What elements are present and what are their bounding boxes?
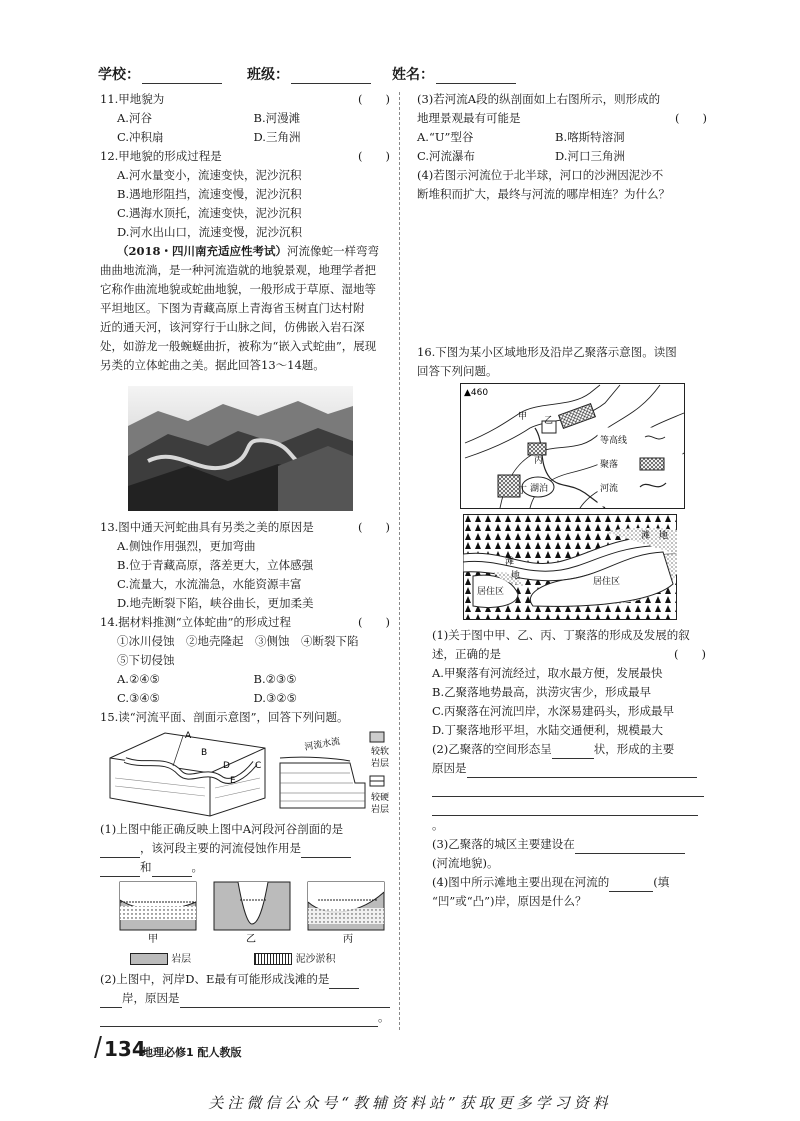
passage-line: 近的通天河，该河穿行于山脉之间，仿佛嵌入岩石深 bbox=[100, 320, 365, 334]
q14-options-ab: A.②④⑤ B.②③⑤ bbox=[117, 672, 297, 686]
q16-stem-line: 回答下列问题。 bbox=[417, 364, 498, 378]
q15-sub1 bbox=[100, 820, 390, 877]
q15-3-options-cd: C.河流瀑布 D.河口三角洲 bbox=[417, 149, 625, 163]
section-legend bbox=[130, 950, 390, 966]
q12-option: B.遇地形阻挡，流速变慢，泥沙沉积 bbox=[117, 187, 302, 201]
river-plan-section-figure bbox=[105, 728, 395, 818]
settlement-yi: 乙 bbox=[544, 416, 554, 426]
residential-label: 居住区 bbox=[593, 577, 621, 587]
school-label: 学校： bbox=[98, 64, 222, 84]
q16-s1-stem2: 述，正确的是 ( ) bbox=[432, 647, 706, 661]
q12-option: D.河水出山口，流速变慢，泥沙沉积 bbox=[117, 225, 302, 239]
q12-option: A.河水量变小，流速变快，泥沙沉积 bbox=[117, 168, 302, 182]
name-label: 姓名： bbox=[392, 64, 516, 84]
legend-settlement: 聚落 bbox=[600, 460, 619, 470]
lake-label: 湖泊 bbox=[530, 484, 549, 494]
label-a: A bbox=[185, 731, 192, 741]
cross-sections bbox=[118, 880, 388, 946]
legend-rock-label: 岩层 bbox=[171, 954, 192, 965]
q13-option: A.侧蚀作用强烈，更加弯曲 bbox=[117, 539, 256, 553]
river-meander-photo bbox=[128, 386, 353, 511]
q15-sub2 bbox=[100, 970, 390, 1027]
q13-option: B.位于青藏高原，落差更大，立体感强 bbox=[117, 558, 314, 572]
passage-line: 它称作曲流地貌或蛇曲地貌，一般形成于草原、湿地等 bbox=[100, 282, 376, 296]
right-column bbox=[417, 90, 707, 204]
q11-options-cd: C.冲积扇 D.三角洲 bbox=[117, 130, 301, 144]
q16-option: B.乙聚落地势最高，洪涝灾害少，形成最早 bbox=[432, 685, 652, 699]
left-column bbox=[100, 90, 390, 375]
q15-stem: 15.读“河流平面、剖面示意图”，回答下列问题。 bbox=[100, 710, 349, 724]
q13-option: C.流量大，水流湍急，水能资源丰富 bbox=[117, 577, 302, 591]
q16-s2-line2: 原因是 bbox=[432, 759, 706, 778]
q16-option: C.丙聚落在河流凹岸，水深易建码头，形成最早 bbox=[432, 704, 675, 718]
q15-4-line: (4)若图示河流位于北半球，河口的沙洲因泥沙不 bbox=[417, 168, 664, 182]
beach-label: 地 bbox=[511, 571, 521, 581]
beach-label: 地 bbox=[659, 531, 669, 541]
q15-sub2-line2: 岸，原因是 bbox=[100, 989, 390, 1008]
settlement-bing: 丙 bbox=[534, 456, 544, 466]
q13-option: D.地壳断裂下陷，峡谷曲长，更加柔美 bbox=[117, 596, 314, 610]
label-c: C bbox=[255, 761, 262, 771]
passage-line: 曲曲地流淌，是一种河流造就的地貌景观，地理学者把 bbox=[100, 263, 376, 277]
section-bing-label: 丙 bbox=[343, 934, 353, 945]
legend-river: 河流 bbox=[600, 484, 619, 494]
beach-label: 滩 bbox=[505, 557, 515, 567]
passage-line: 处，如游龙一般蜿蜒曲折，被称为“嵌入式蛇曲”，展现 bbox=[100, 339, 377, 353]
page-number: 134 bbox=[104, 1037, 146, 1061]
footer-mark bbox=[94, 1036, 102, 1058]
q16-s2-line: (2)乙聚落的空间形态呈 状，形成的主要 bbox=[432, 740, 706, 759]
passage-line: （2018・四川南充适应性考试）河流像蛇一样弯弯 bbox=[117, 244, 380, 258]
q11-stem: 11.甲地貌为 ( ) bbox=[100, 92, 390, 106]
hard-rock-label: 岩层 bbox=[371, 805, 390, 815]
q11-options-ab: A.河谷 B.河漫滩 bbox=[117, 111, 301, 125]
passage-line: 另类的立体蛇曲之美。据此回答13～14题。 bbox=[100, 358, 325, 372]
source-tag: （2018・四川南充适应性考试） bbox=[117, 244, 288, 258]
beach-label: 滩 bbox=[641, 531, 651, 541]
q16-stem bbox=[417, 343, 707, 381]
q12-stem: 12.甲地貌的形成过程是 ( ) bbox=[100, 149, 390, 163]
section-jia-label: 甲 bbox=[148, 934, 158, 945]
q15-sub1-line2: ，该河段主要的河流侵蚀作用是 bbox=[100, 839, 390, 858]
soft-rock-label: 岩层 bbox=[371, 759, 390, 769]
flow-label: 河流水流 bbox=[303, 736, 341, 753]
q14-stem: 14.据材料推测“立体蛇曲”的形成过程 ( ) bbox=[100, 615, 390, 629]
soft-rock-label: 较软 bbox=[371, 747, 390, 757]
residential-label: 居住区 bbox=[477, 587, 505, 597]
label-d: D bbox=[223, 761, 230, 771]
settlement-jia: 甲 bbox=[518, 412, 528, 422]
q15-4-line: 断堆积而扩大，最终与河流的哪岸相连？为什么？ bbox=[417, 187, 670, 201]
q15-3-options-ab: A.“U”型谷 B.喀斯特溶洞 bbox=[417, 130, 625, 144]
passage-line: 平坦地区。下图为青藏高原上青海省玉树直门达村附 bbox=[100, 301, 365, 315]
q14-options-cd: C.③④⑤ D.③②⑤ bbox=[117, 691, 297, 705]
legend-contour: 等高线 bbox=[600, 436, 628, 446]
q16-option: D.丁聚落地形平坦，水陆交通便利，规模最大 bbox=[432, 723, 663, 737]
q16-s4-line2: “凹”或“凸”)岸，原因是什么？ bbox=[432, 894, 587, 908]
settlement-ding: 丁 bbox=[518, 486, 528, 496]
q16-s3-line: (3)乙聚落的城区主要建设在 bbox=[432, 835, 706, 854]
label-e: E bbox=[230, 776, 236, 786]
q16-stem-line: 16.下图为某小区域地形及沿岸乙聚落示意图。读图 bbox=[417, 345, 677, 359]
q14-process-line: ①冰川侵蚀 ②地壳隆起 ③侧蚀 ④断裂下陷 bbox=[117, 634, 359, 648]
legend-silt-label: 泥沙淤积 bbox=[295, 954, 336, 965]
elevation-label: ▲460 bbox=[464, 388, 489, 398]
q15-sub1-line3: 和 。 bbox=[100, 858, 390, 877]
q15-3-stem2: 地理景观最有可能是 ( ) bbox=[417, 111, 707, 125]
q16-s4-line: (4)图中所示滩地主要出现在河流的 (填 bbox=[432, 873, 706, 892]
section-yi-label: 乙 bbox=[246, 934, 256, 945]
q16-option: A.甲聚落有河流经过，取水最方便，发展最快 bbox=[432, 666, 663, 680]
topo-map bbox=[460, 383, 685, 509]
left-column-lower bbox=[100, 518, 390, 727]
q16-subquestions bbox=[432, 626, 706, 911]
q16-s2-line3 bbox=[432, 778, 706, 797]
q13-stem: 13.图中通天河蛇曲具有另类之美的原因是 ( ) bbox=[100, 520, 390, 534]
settlement-plan bbox=[463, 514, 677, 620]
q16-s1-stem: (1)关于图中甲、乙、丙、丁聚落的形成及发展的叙 bbox=[432, 628, 690, 642]
q16-s3-line2: (河流地貌)。 bbox=[432, 856, 499, 870]
q15-sub1-line: (1)上图中能正确反映上图中A河段河谷剖面的是 bbox=[100, 822, 344, 836]
q15-3-stem: (3)若河流A段的纵剖面如上右图所示，则形成的 bbox=[417, 92, 661, 106]
class-label: 班级： bbox=[247, 64, 371, 84]
q15-sub2-line3: 。 bbox=[100, 1008, 390, 1027]
column-divider bbox=[399, 92, 400, 1030]
hard-rock-label: 较硬 bbox=[371, 793, 390, 803]
q16-s2-line4: 。 bbox=[432, 797, 706, 835]
label-b: B bbox=[201, 748, 208, 758]
q14-process-line: ⑤下切侵蚀 bbox=[117, 653, 175, 667]
q12-option: C.遇海水顶托，流速变快，泥沙沉积 bbox=[117, 206, 302, 220]
q15-sub2-line: (2)上图中，河岸D、E最有可能形成浅滩的是 bbox=[100, 970, 390, 989]
book-title: 地理必修1 配人教版 bbox=[142, 1046, 242, 1059]
footer-note: 关注微信公众号“教辅资料站”获取更多学习资料 bbox=[208, 1094, 612, 1112]
